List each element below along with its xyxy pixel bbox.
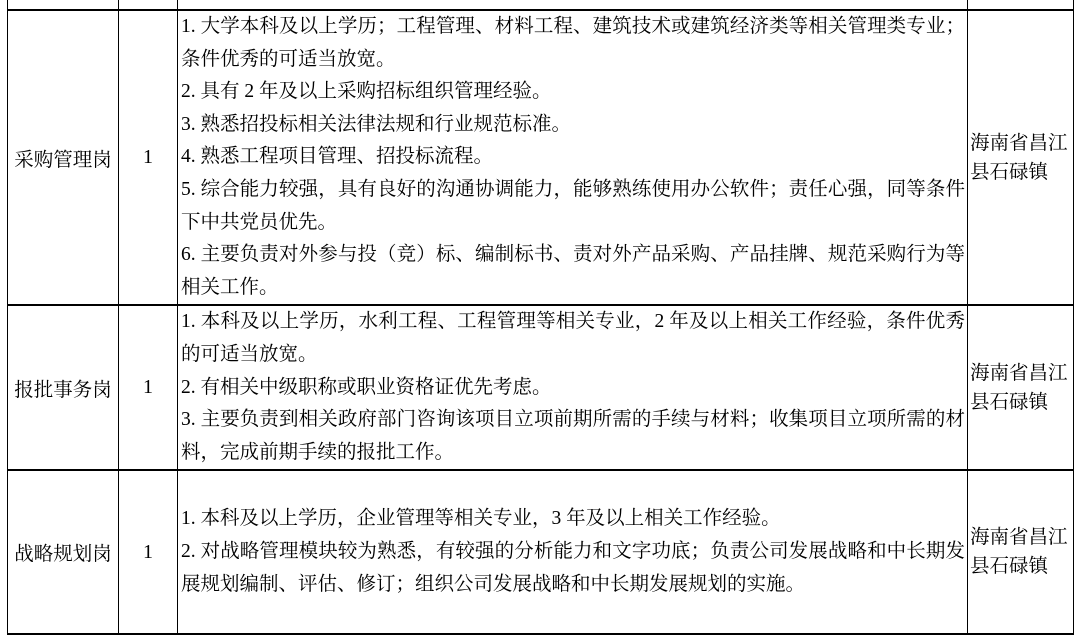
spacer-cell (968, 0, 1074, 10)
location-cell (968, 10, 1074, 305)
requirement-item: 2. 具有 2 年及以上采购招标组织管理经验。 (181, 81, 552, 103)
requirement-item: 2. 对战略管理模块较为熟悉，有较强的分析能力和文字功底；负责公司发展战略和中长期发展规划编制、评估、修订；组织公司发展战略和中长期发展规划的实施。 (181, 541, 965, 595)
requirements-cell (178, 470, 968, 634)
position-label: 战略规划岗 (14, 544, 112, 566)
headcount-cell (119, 305, 178, 470)
table-row-procurement (8, 10, 1074, 305)
location-text: 海南省昌江县石碌镇 (970, 362, 1068, 413)
requirement-item: 6. 主要负责对外参与投（竞）标、编制标书、责对外产品采购、产品挂牌、规范采购行为等相关工作。 (181, 244, 965, 298)
requirements-cell (178, 10, 968, 305)
headcount-cell (119, 470, 178, 634)
job-positions-table (7, 0, 1074, 635)
spacer-cell (178, 0, 968, 10)
requirement-item: 2. 有相关中级职称或职业资格证优先考虑。 (181, 376, 552, 398)
requirement-item: 3. 主要负责到相关政府部门咨询该项目立项前期所需的手续与材料；收集项目立项所需的材料，完成前期手续的报批工作。 (181, 409, 965, 463)
requirement-item: 1. 大学本科及以上学历；工程管理、材料工程、建筑技术或建筑经济类等相关管理类专业；条件优秀的可适当放宽。 (181, 16, 965, 70)
table-row-approval (8, 305, 1074, 470)
spacer-cell (119, 0, 178, 10)
position-cell (8, 470, 119, 634)
location-cell (968, 305, 1074, 470)
headcount-value: 1 (143, 540, 153, 563)
requirement-item: 1. 本科及以上学历，企业管理等相关专业，3 年及以上相关工作经验。 (181, 508, 781, 530)
headcount-value: 1 (143, 376, 153, 399)
cropped-row-sliver (8, 0, 1074, 10)
position-cell (8, 10, 119, 305)
requirement-item: 4. 熟悉工程项目管理、招投标流程。 (181, 146, 494, 168)
requirement-item: 3. 熟悉招投标相关法律法规和行业规范标准。 (181, 113, 572, 135)
headcount-cell (119, 10, 178, 305)
requirements-cell (178, 305, 968, 470)
table-row-strategy (8, 470, 1074, 634)
location-cell (968, 470, 1074, 634)
requirement-item: 5. 综合能力较强，具有良好的沟通协调能力，能够熟练使用办公软件；责任心强，同等条件下中共党员优先。 (181, 178, 965, 233)
headcount-value: 1 (143, 146, 153, 169)
spacer-cell (8, 0, 119, 10)
position-label: 采购管理岗 (14, 149, 112, 171)
requirement-item: 1. 本科及以上学历，水利工程、工程管理等相关专业，2 年及以上相关工作经验，条件优秀的可适当放宽。 (181, 311, 965, 365)
location-text: 海南省昌江县石碌镇 (970, 132, 1068, 183)
location-text: 海南省昌江县石碌镇 (970, 527, 1068, 578)
position-cell (8, 305, 119, 470)
position-label: 报批事务岗 (14, 379, 112, 401)
